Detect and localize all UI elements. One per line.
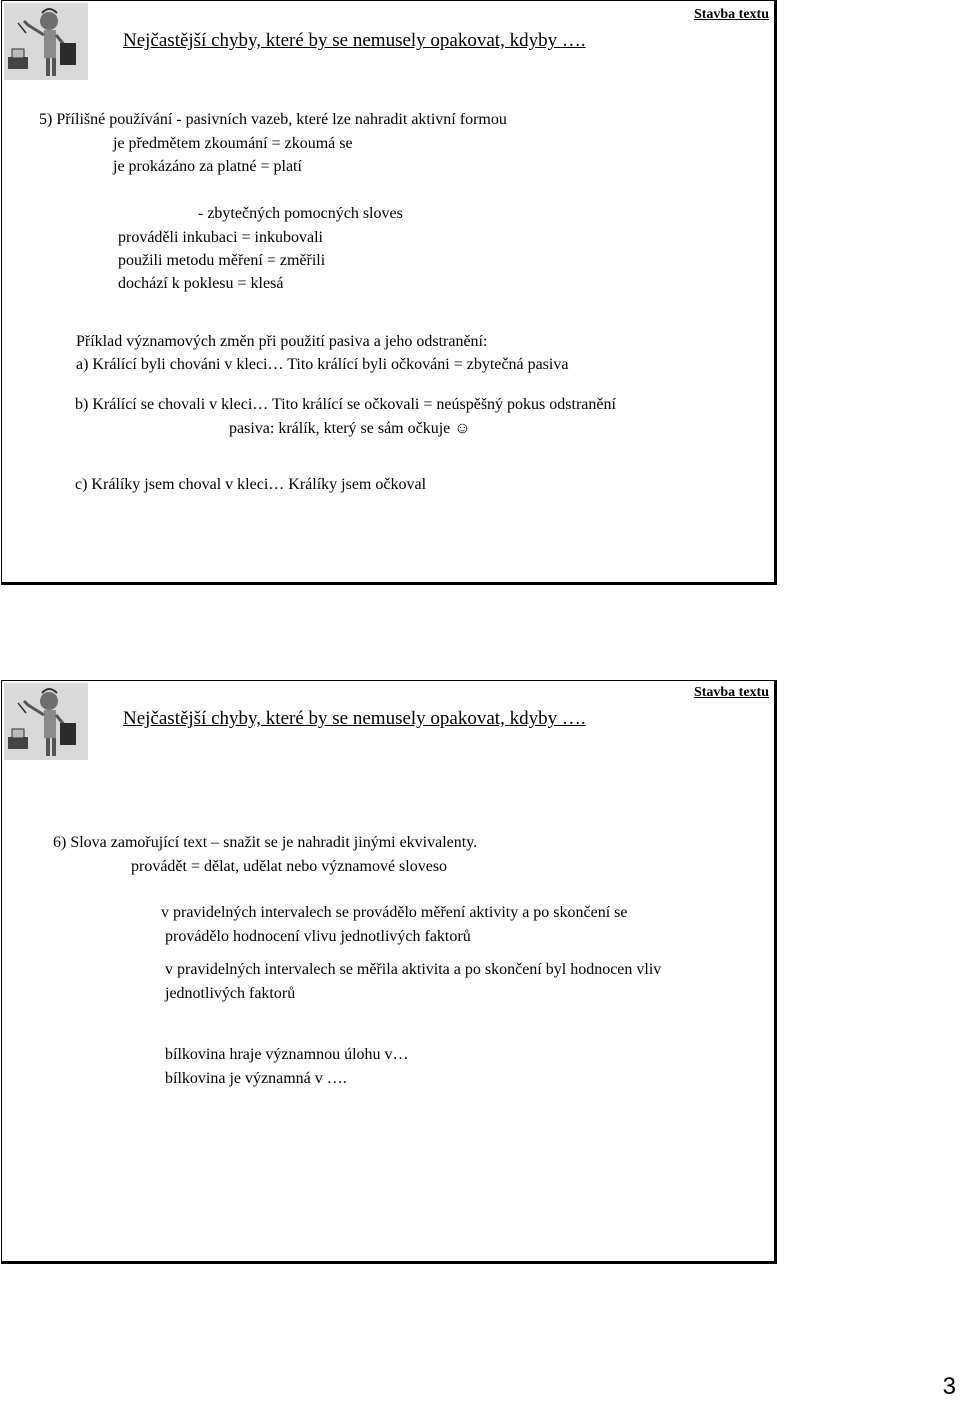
man-at-desk-illustration — [4, 3, 88, 80]
text-line: bílkovina hraje významnou úlohu v… — [165, 1046, 409, 1063]
man-at-desk-illustration — [4, 683, 88, 760]
text-line: pasiva: králík, který se sám očkuje ☺ — [229, 420, 471, 437]
text-line: provádět = dělat, udělat nebo významové sloveso — [131, 858, 448, 875]
section-label: Stavba textu — [693, 685, 769, 700]
slide-2 — [1, 680, 777, 1264]
text-line: 5) Přílišné používání - pasivních vazeb, které lze nahradit aktivní formou — [39, 111, 507, 128]
section-label: Stavba textu — [693, 7, 769, 22]
text-line: 6) Slova zamořující text – snažit se je nahradit jinými ekvivalenty. — [53, 834, 478, 851]
text-line: b) Králící se chovali v kleci… Tito králící se očkovali = neúspěšný pokus odstranění — [75, 396, 616, 413]
text-line: a) Králící byli chováni v kleci… Tito králící byli očkováni = zbytečná pasiva — [76, 356, 569, 373]
text-line: Příklad významových změn při použití pasiva a jeho odstranění: — [76, 333, 488, 350]
slide-1 — [1, 0, 777, 585]
text-line: dochází k poklesu = klesá — [118, 275, 284, 292]
text-line: provádělo hodnocení vlivu jednotlivých faktorů — [165, 928, 471, 945]
text-line: bílkovina je významná v …. — [165, 1070, 347, 1087]
text-line: jednotlivých faktorů — [165, 985, 296, 1002]
text-line: je prokázáno za platné = platí — [113, 158, 302, 175]
slide-title: Nejčastější chyby, které by se nemusely opakovat, kdyby …. — [123, 708, 586, 729]
text-line: - zbytečných pomocných sloves — [198, 205, 403, 222]
text-line: prováděli inkubaci = inkubovali — [118, 229, 323, 246]
page-number: 3 — [942, 1373, 956, 1400]
text-line: v pravidelných intervalech se provádělo měření aktivity a po skončení se — [161, 904, 628, 921]
text-line: c) Králíky jsem choval v kleci… Králíky jsem očkoval — [75, 476, 427, 493]
text-line: v pravidelných intervalech se měřila aktivita a po skončení byl hodnocen vliv — [165, 961, 662, 978]
text-line: je předmětem zkoumání = zkoumá se — [113, 135, 353, 152]
text-line: použili metodu měření = změřili — [118, 252, 326, 269]
slide-title: Nejčastější chyby, které by se nemusely opakovat, kdyby …. — [123, 30, 586, 51]
